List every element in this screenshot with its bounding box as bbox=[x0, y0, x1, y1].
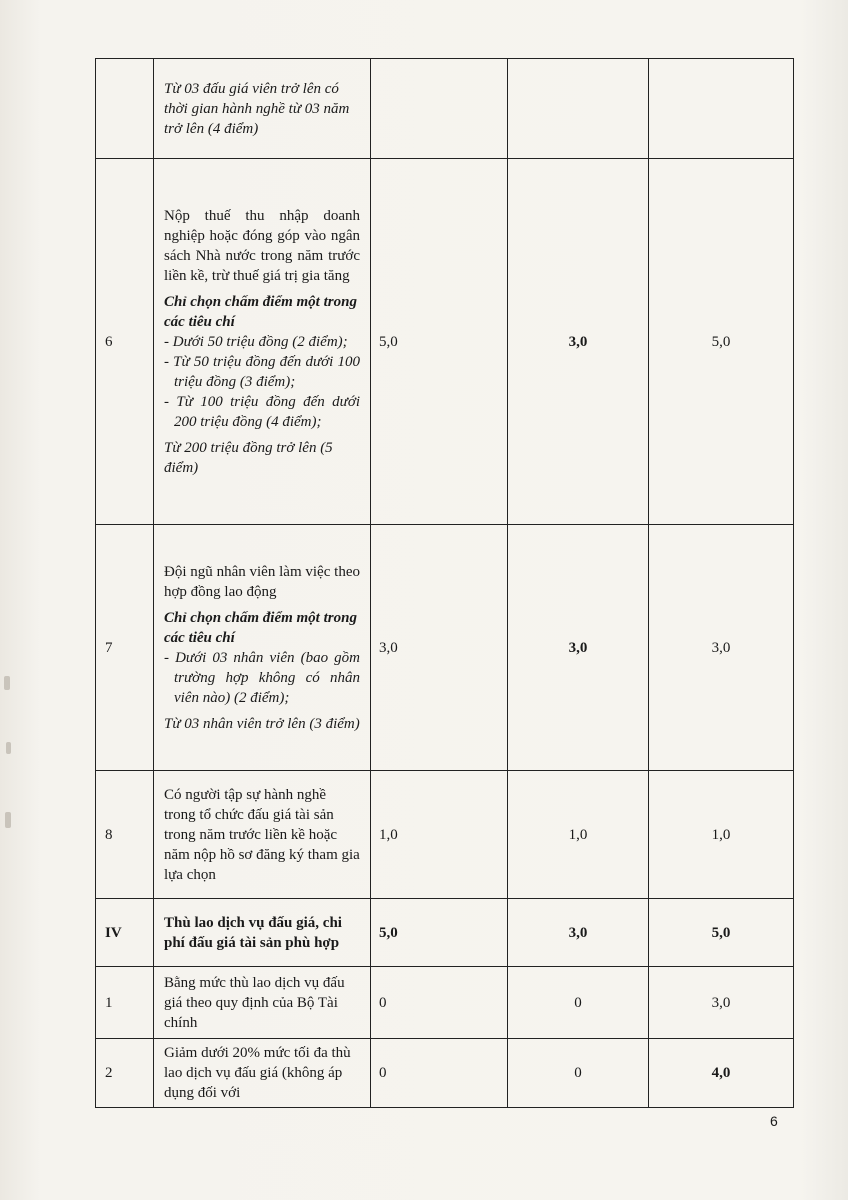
criterion-subheading: Chỉ chọn chấm điểm một trong các tiêu chí bbox=[164, 609, 357, 646]
criterion-text: Đội ngũ nhân viên làm việc theo hợp đồng lao động bbox=[164, 563, 360, 600]
score-col2-cell: 3,0 bbox=[508, 159, 649, 525]
score-max-cell: 0 bbox=[371, 1039, 508, 1108]
criterion-option: - Từ 50 triệu đồng đến dưới 100 triệu đồng (3 điểm); bbox=[164, 353, 360, 390]
criterion-cell bbox=[154, 771, 371, 899]
criterion-text: Có người tập sự hành nghề trong tổ chức đấu giá tài sản trong năm trước liền kề hoặc năm nộp hồ sơ đăng ký tham gia lựa chọn bbox=[164, 786, 360, 883]
scoring-table bbox=[95, 58, 794, 1108]
score-max-cell bbox=[371, 59, 508, 159]
criterion-subheading: Chỉ chọn chấm điểm một trong các tiêu chí bbox=[164, 293, 357, 330]
score-max-cell: 0 bbox=[371, 967, 508, 1039]
margin-mark bbox=[5, 812, 11, 828]
score-col3-cell: 3,0 bbox=[649, 967, 794, 1039]
table-row bbox=[96, 1039, 794, 1108]
score-col2-cell: 3,0 bbox=[508, 525, 649, 771]
margin-mark bbox=[4, 676, 10, 690]
score-max-cell: 3,0 bbox=[371, 525, 508, 771]
criterion-text: Bằng mức thù lao dịch vụ đấu giá theo quy định của Bộ Tài chính bbox=[164, 974, 345, 1031]
score-max-cell: 1,0 bbox=[371, 771, 508, 899]
criterion-option: - Dưới 50 triệu đồng (2 điểm); bbox=[164, 333, 348, 350]
table-row bbox=[96, 771, 794, 899]
criterion-option: - Dưới 03 nhân viên (bao gồm trường hợp không có nhân viên nào) (2 điểm); bbox=[164, 649, 360, 706]
criterion-text: Thù lao dịch vụ đấu giá, chi phí đấu giá tài sản phù hợp bbox=[164, 914, 342, 951]
stt-cell: 8 bbox=[96, 771, 154, 899]
stt-cell: 1 bbox=[96, 967, 154, 1039]
table-row bbox=[96, 525, 794, 771]
criterion-cell bbox=[154, 1039, 371, 1108]
stt-cell: 6 bbox=[96, 159, 154, 525]
score-col2-cell: 3,0 bbox=[508, 899, 649, 967]
criterion-option: - Từ 100 triệu đồng đến dưới 200 triệu đồng (4 điểm); bbox=[164, 393, 360, 430]
criterion-option-text: Từ 03 đấu giá viên trở lên có thời gian hành nghề từ 03 năm trở lên (4 điểm) bbox=[164, 80, 350, 137]
criterion-cell bbox=[154, 967, 371, 1039]
criterion-cell bbox=[154, 59, 371, 159]
criterion-option-last: Từ 03 nhân viên trở lên (3 điểm) bbox=[164, 715, 360, 732]
score-col3-cell: 5,0 bbox=[649, 899, 794, 967]
table-row bbox=[96, 899, 794, 967]
criterion-cell bbox=[154, 525, 371, 771]
stt-cell: 7 bbox=[96, 525, 154, 771]
table-row bbox=[96, 159, 794, 525]
criterion-cell bbox=[154, 899, 371, 967]
margin-mark bbox=[6, 742, 11, 754]
score-col3-cell: 4,0 bbox=[649, 1039, 794, 1108]
criterion-text: Giảm dưới 20% mức tối đa thù lao dịch vụ đấu giá (không áp dụng đối với bbox=[164, 1045, 351, 1101]
table-row bbox=[96, 59, 794, 159]
criterion-cell bbox=[154, 159, 371, 525]
page-number: 6 bbox=[770, 1113, 778, 1129]
criterion-option-last: Từ 200 triệu đồng trở lên (5 điểm) bbox=[164, 439, 333, 476]
score-col2-cell: 0 bbox=[508, 967, 649, 1039]
score-col3-cell: 5,0 bbox=[649, 159, 794, 525]
score-col2-cell bbox=[508, 59, 649, 159]
criterion-text: Nộp thuế thu nhập doanh nghiệp hoặc đóng góp vào ngân sách Nhà nước trong năm trước liền kề, trừ thuế giá trị gia tăng bbox=[164, 207, 360, 284]
score-col3-cell bbox=[649, 59, 794, 159]
score-col3-cell: 3,0 bbox=[649, 525, 794, 771]
stt-cell: 2 bbox=[96, 1039, 154, 1108]
score-col2-cell: 0 bbox=[508, 1039, 649, 1108]
score-col2-cell: 1,0 bbox=[508, 771, 649, 899]
score-max-cell: 5,0 bbox=[371, 159, 508, 525]
score-max-cell: 5,0 bbox=[371, 899, 508, 967]
stt-cell bbox=[96, 59, 154, 159]
score-col3-cell: 1,0 bbox=[649, 771, 794, 899]
table-row bbox=[96, 967, 794, 1039]
stt-cell: IV bbox=[96, 899, 154, 967]
